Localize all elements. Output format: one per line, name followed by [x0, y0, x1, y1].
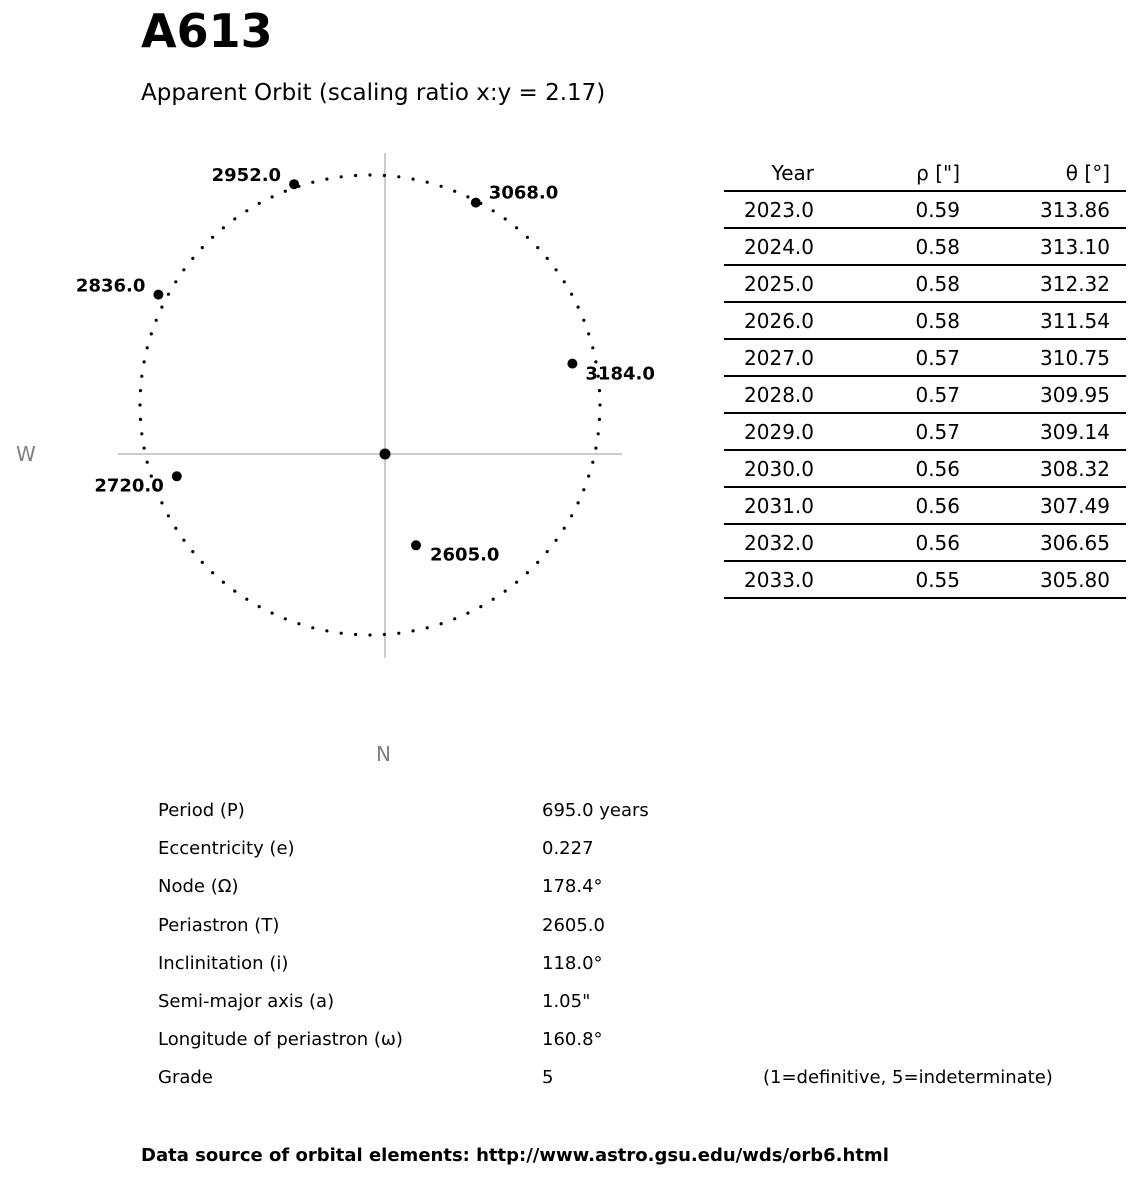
orbit-dot [383, 174, 386, 177]
epoch-label: 3184.0 [585, 363, 655, 385]
element-value: 118.0° [542, 952, 603, 974]
orbit-dot [597, 432, 600, 435]
orbit-dot [582, 319, 585, 322]
star-title: A613 [141, 4, 273, 58]
orbit-dot [233, 217, 236, 220]
orbit-dot [211, 236, 214, 239]
compass-north-label: N [376, 742, 391, 766]
rho-cell: 0.57 [814, 376, 960, 413]
table-row [724, 413, 1126, 450]
orbit-dot [397, 632, 400, 635]
orbit-dot [211, 571, 214, 574]
orbit-dot [271, 195, 274, 198]
orbit-dot [233, 590, 236, 593]
orbit-dot [577, 501, 580, 504]
orbit-dot [160, 306, 163, 309]
orbit-dot [397, 175, 400, 178]
table-row [724, 191, 1126, 228]
orbit-dot [570, 514, 573, 517]
epoch-marker [172, 471, 182, 481]
table-row [724, 524, 1126, 561]
orbit-dot [245, 209, 248, 212]
year-cell: 2027.0 [724, 339, 814, 376]
ephemeris-body [724, 191, 1126, 598]
year-cell: 2033.0 [724, 561, 814, 598]
orbit-dot [587, 332, 590, 335]
orbit-dot [466, 195, 469, 198]
orbit-dot [354, 174, 357, 177]
orbit-dot [453, 617, 456, 620]
orbit-dot [412, 629, 415, 632]
orbit-dot [140, 375, 143, 378]
orbit-dot [546, 257, 549, 260]
orbit-dot [563, 280, 566, 283]
orbit-dot [570, 293, 573, 296]
orbit-dot [440, 622, 443, 625]
year-cell: 2032.0 [724, 524, 814, 561]
orbit-dot [325, 178, 328, 181]
element-value: 695.0 years [542, 800, 649, 821]
orbit-dot [138, 403, 141, 406]
element-value: 5 [542, 1067, 554, 1089]
orbit-dot [143, 360, 146, 363]
orbit-dot [555, 539, 558, 542]
element-label: Inclinitation (i) [158, 952, 289, 974]
orbit-dot [453, 190, 456, 193]
element-label: Node (Ω) [158, 876, 239, 898]
orbit-dot [526, 236, 529, 239]
orbit-dot [174, 280, 177, 283]
orbit-dot [182, 539, 185, 542]
orbit-dot [536, 561, 539, 564]
theta-cell: 306.65 [960, 524, 1110, 561]
epoch-marker [471, 198, 481, 208]
ephemeris-header-row [724, 156, 1126, 191]
orbit-dot [492, 598, 495, 601]
orbit-dot [466, 612, 469, 615]
orbit-dot [598, 403, 601, 406]
orbit-dot [143, 447, 146, 450]
ephemeris-header-year: Year [724, 156, 814, 191]
table-row [724, 339, 1126, 376]
orbit-dot [577, 306, 580, 309]
orbit-dot [536, 246, 539, 249]
epoch-label: 2605.0 [430, 544, 500, 566]
orbit-dot [504, 217, 507, 220]
orbit-dot [526, 571, 529, 574]
table-row [724, 487, 1126, 524]
orbit-dot [412, 178, 415, 181]
orbit-dot [201, 246, 204, 249]
rho-cell: 0.57 [814, 339, 960, 376]
orbit-dot [297, 622, 300, 625]
rho-cell: 0.58 [814, 265, 960, 302]
orbit-dot [284, 617, 287, 620]
rho-cell: 0.56 [814, 487, 960, 524]
orbit-dot [591, 346, 594, 349]
orbit-dot [582, 488, 585, 491]
orbit-dot [479, 605, 482, 608]
orbit-dot [140, 432, 143, 435]
theta-cell: 308.32 [960, 450, 1110, 487]
orbit-dot [368, 633, 371, 636]
element-label: Eccentricity (e) [158, 838, 295, 860]
element-value: 160.8° [542, 1029, 603, 1051]
orbit-dot [555, 268, 558, 271]
epoch-label: 2720.0 [94, 475, 164, 497]
data-source-note: Data source of orbital elements: http://www.astro.gsu.edu/wds/orb6.html [141, 1145, 889, 1166]
theta-cell: 305.80 [960, 561, 1110, 598]
orbit-dot [271, 612, 274, 615]
table-row [724, 376, 1126, 413]
element-value: 1.05" [542, 990, 591, 1012]
orbit-dot [146, 461, 149, 464]
orbit-dot [150, 332, 153, 335]
rho-cell: 0.55 [814, 561, 960, 598]
orbit-dot [591, 461, 594, 464]
ephemeris-header-rho: ρ ["] [814, 156, 960, 191]
orbit-dot [440, 185, 443, 188]
orbit-dot [139, 389, 142, 392]
theta-cell: 313.86 [960, 191, 1110, 228]
rho-cell: 0.56 [814, 450, 960, 487]
element-label: Longitude of periastron (ω) [158, 1029, 403, 1051]
theta-cell: 310.75 [960, 339, 1110, 376]
orbit-dot [515, 226, 518, 229]
element-value: 0.227 [542, 838, 594, 860]
orbit-dot [587, 475, 590, 478]
orbit-dot [598, 389, 601, 392]
orbit-chart [0, 0, 700, 700]
rho-cell: 0.58 [814, 302, 960, 339]
orbit-dot [311, 181, 314, 184]
orbit-dot [146, 346, 149, 349]
year-cell: 2023.0 [724, 191, 814, 228]
ephemeris-header-theta: θ [°] [960, 156, 1110, 191]
orbit-dot [139, 418, 142, 421]
orbit-dot [155, 319, 158, 322]
year-cell: 2031.0 [724, 487, 814, 524]
orbit-dot [340, 632, 343, 635]
theta-cell: 311.54 [960, 302, 1110, 339]
year-cell: 2028.0 [724, 376, 814, 413]
table-row [724, 302, 1126, 339]
year-cell: 2025.0 [724, 265, 814, 302]
epoch-marker [411, 540, 421, 550]
rho-cell: 0.56 [814, 524, 960, 561]
chart-subtitle: Apparent Orbit (scaling ratio x:y = 2.17) [141, 80, 606, 106]
orbit-dot [354, 633, 357, 636]
orbit-dot [563, 527, 566, 530]
table-row [724, 265, 1126, 302]
element-label: Period (P) [158, 800, 245, 821]
orbit-dot [258, 605, 261, 608]
orbit-dot [222, 226, 225, 229]
orbit-dot [368, 173, 371, 176]
theta-cell: 312.32 [960, 265, 1110, 302]
theta-cell: 309.95 [960, 376, 1110, 413]
orbit-dot [167, 514, 170, 517]
epoch-marker [289, 179, 299, 189]
orbit-dot [546, 550, 549, 553]
primary-star-marker [380, 449, 391, 460]
element-note: (1=definitive, 5=indeterminate) [763, 1067, 1053, 1089]
theta-cell: 313.10 [960, 228, 1110, 265]
orbit-dot [492, 209, 495, 212]
year-cell: 2026.0 [724, 302, 814, 339]
orbit-dot [258, 202, 261, 205]
epoch-marker [153, 290, 163, 300]
epoch-label: 2952.0 [211, 165, 282, 187]
epoch-marker [567, 359, 577, 369]
orbit-dot [515, 581, 518, 584]
orbit-dot [594, 447, 597, 450]
year-cell: 2030.0 [724, 450, 814, 487]
element-value: 178.4° [542, 876, 603, 898]
table-row [724, 450, 1126, 487]
orbit-dot [222, 581, 225, 584]
orbit-dot [426, 181, 429, 184]
orbit-dot [167, 293, 170, 296]
epoch-label: 2836.0 [75, 275, 146, 297]
orbit-dot [201, 561, 204, 564]
orbit-dot [426, 626, 429, 629]
orbit-dot [284, 190, 287, 193]
ephemeris-table [724, 156, 1126, 599]
element-label: Periastron (T) [158, 914, 280, 936]
orbit-dot [598, 418, 601, 421]
orbit-dot [383, 633, 386, 636]
theta-cell: 307.49 [960, 487, 1110, 524]
orbit-dot [182, 268, 185, 271]
theta-cell: 309.14 [960, 413, 1110, 450]
rho-cell: 0.57 [814, 413, 960, 450]
orbit-dot [340, 175, 343, 178]
orbit-dot [245, 598, 248, 601]
orbit-dot [504, 590, 507, 593]
rho-cell: 0.58 [814, 228, 960, 265]
orbit-dot [325, 629, 328, 632]
orbit-dot [191, 550, 194, 553]
table-row [724, 228, 1126, 265]
epoch-label: 3068.0 [488, 182, 559, 204]
table-row [724, 561, 1126, 598]
element-label: Grade [158, 1067, 213, 1089]
orbit-dot [191, 257, 194, 260]
compass-west-label: W [16, 442, 36, 466]
orbit-dot [311, 626, 314, 629]
orbit-dot [160, 501, 163, 504]
rho-cell: 0.59 [814, 191, 960, 228]
element-value: 2605.0 [542, 914, 605, 936]
year-cell: 2024.0 [724, 228, 814, 265]
element-label: Semi-major axis (a) [158, 990, 335, 1012]
orbit-dot [174, 527, 177, 530]
year-cell: 2029.0 [724, 413, 814, 450]
